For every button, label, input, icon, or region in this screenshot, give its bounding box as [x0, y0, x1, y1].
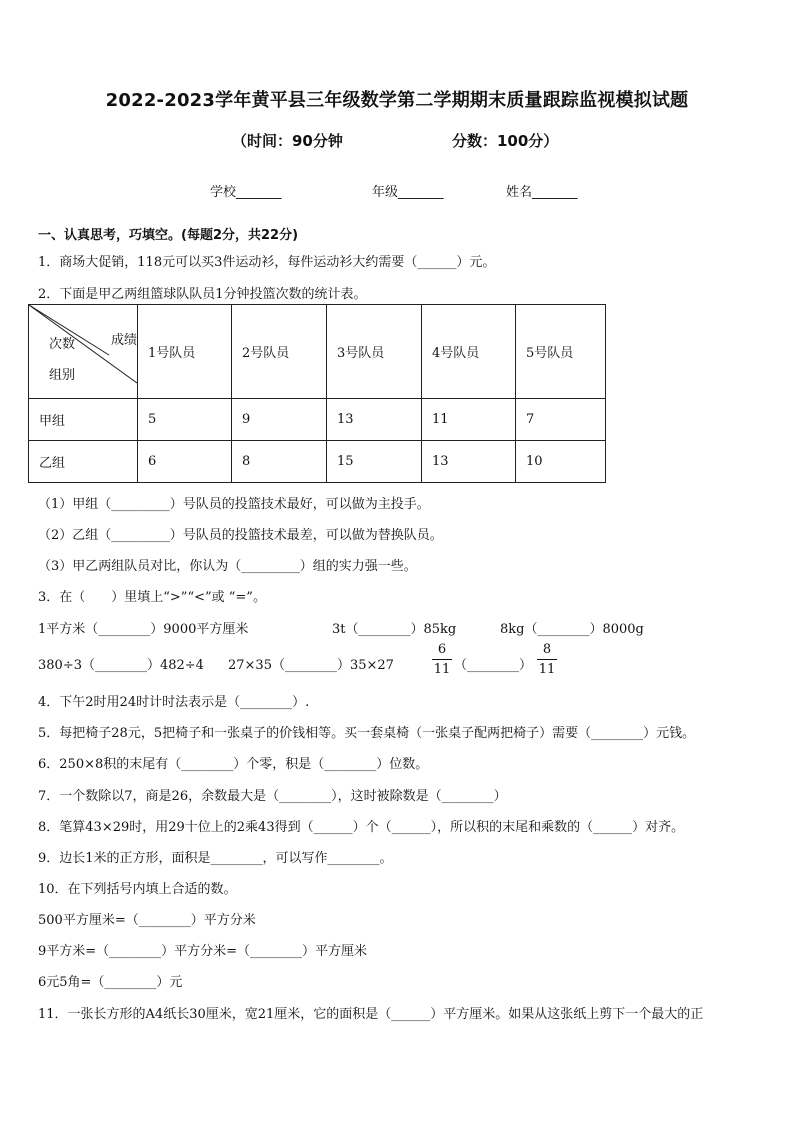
table-row	[29, 399, 606, 441]
compare-item: 27×35（________）35×27	[228, 658, 394, 673]
question-2-intro: 2．下面是甲乙两组篮球队队员1分钟投篮次数的统计表。	[38, 287, 367, 302]
section-heading: 一、认真思考，巧填空。(每题2分，共22分)	[38, 228, 299, 243]
table-cell: 11	[422, 399, 516, 441]
fraction-right	[537, 642, 557, 677]
column-header: 2号队员	[232, 305, 327, 399]
corner-label-score: 成绩	[111, 333, 138, 348]
fraction-compare-blank: （________）	[454, 658, 533, 673]
question-10-line1: 500平方厘米=（________）平方分米	[38, 913, 256, 928]
question-10-intro: 10．在下列括号内填上合适的数。	[38, 882, 237, 897]
table-corner-cell	[29, 305, 138, 399]
page-title: 2022-2023学年黄平县三年级数学第二学期期末质量跟踪监视模拟试题	[105, 90, 689, 111]
table-cell: 5	[138, 399, 232, 441]
name-field: 姓名_______	[506, 185, 578, 200]
stats-table	[28, 304, 606, 483]
row-group-label: 甲组	[29, 399, 138, 441]
question-9: 9．边长1米的正方形，面积是________，可以写作________。	[38, 851, 393, 866]
question-10-line2: 9平方米=（________）平方分米=（________）平方厘米	[38, 944, 368, 959]
fraction-numerator: 8	[537, 642, 557, 660]
question-7: 7．一个数除以7，商是26，余数最大是（________），这时被除数是（________）	[38, 789, 507, 804]
question-6: 6．250×8积的末尾有（________）个零，积是（________）位数。	[38, 757, 429, 772]
diagonal-lines-icon	[29, 305, 137, 399]
table-cell: 8	[232, 441, 327, 483]
question-10-line3: 6元5角=（________）元	[38, 975, 183, 990]
grade-field: 年级_______	[372, 185, 444, 200]
compare-item: 380÷3（________）482÷4	[38, 658, 204, 673]
question-2-sub1: （1）甲组（_________）号队员的投篮技术最好，可以做为主投手。	[38, 497, 430, 512]
compare-item: 8kg（________）8000g	[500, 622, 644, 637]
fraction-left	[432, 642, 452, 677]
corner-label-group: 组别	[49, 368, 76, 383]
question-2-sub3: （3）甲乙两组队员对比，你认为（_________）组的实力强一些。	[38, 559, 417, 574]
table-cell: 15	[327, 441, 422, 483]
table-cell: 9	[232, 399, 327, 441]
question-2-sub2: （2）乙组（_________）号队员的投篮技术最差，可以做为替换队员。	[38, 528, 443, 543]
column-header: 5号队员	[516, 305, 606, 399]
fraction-denominator: 11	[433, 662, 451, 677]
table-row	[29, 441, 606, 483]
column-header: 1号队员	[138, 305, 232, 399]
question-5: 5．每把椅子28元，5把椅子和一张桌子的价钱相等。买一套桌椅（一张桌子配两把椅子）需要（________）元钱。	[38, 726, 696, 741]
corner-label-count: 次数	[49, 337, 76, 352]
school-field: 学校_______	[210, 185, 282, 200]
table-cell: 10	[516, 441, 606, 483]
question-8: 8．笔算43×29时，用29十位上的2乘43得到（______）个（______），所以积的末尾和乘数的（______）对齐。	[38, 820, 685, 835]
fraction-denominator: 11	[538, 662, 556, 677]
question-3-intro: 3．在（ ）里填上“>”“<”或 “=”。	[38, 590, 266, 605]
compare-item: 3t（________）85kg	[332, 622, 457, 637]
question-4: 4．下午2时用24时计时法表示是（________）.	[38, 695, 310, 710]
column-header: 3号队员	[327, 305, 422, 399]
table-cell: 6	[138, 441, 232, 483]
compare-item: 1平方米（________）9000平方厘米	[38, 622, 249, 637]
fraction-numerator: 6	[432, 642, 452, 660]
exam-time: （时间：90分钟	[232, 132, 343, 150]
exam-score: 分数：100分）	[452, 132, 559, 150]
table-cell: 13	[422, 441, 516, 483]
row-group-label: 乙组	[29, 441, 138, 483]
question-11: 11．一张长方形的A4纸长30厘米，宽21厘米，它的面积是（______）平方厘米。如果从这张纸上剪下一个最大的正	[38, 1007, 704, 1022]
column-header: 4号队员	[422, 305, 516, 399]
table-cell: 7	[516, 399, 606, 441]
question-1: 1．商场大促销，118元可以买3件运动衫，每件运动衫大约需要（______）元。	[38, 255, 496, 270]
table-cell: 13	[327, 399, 422, 441]
